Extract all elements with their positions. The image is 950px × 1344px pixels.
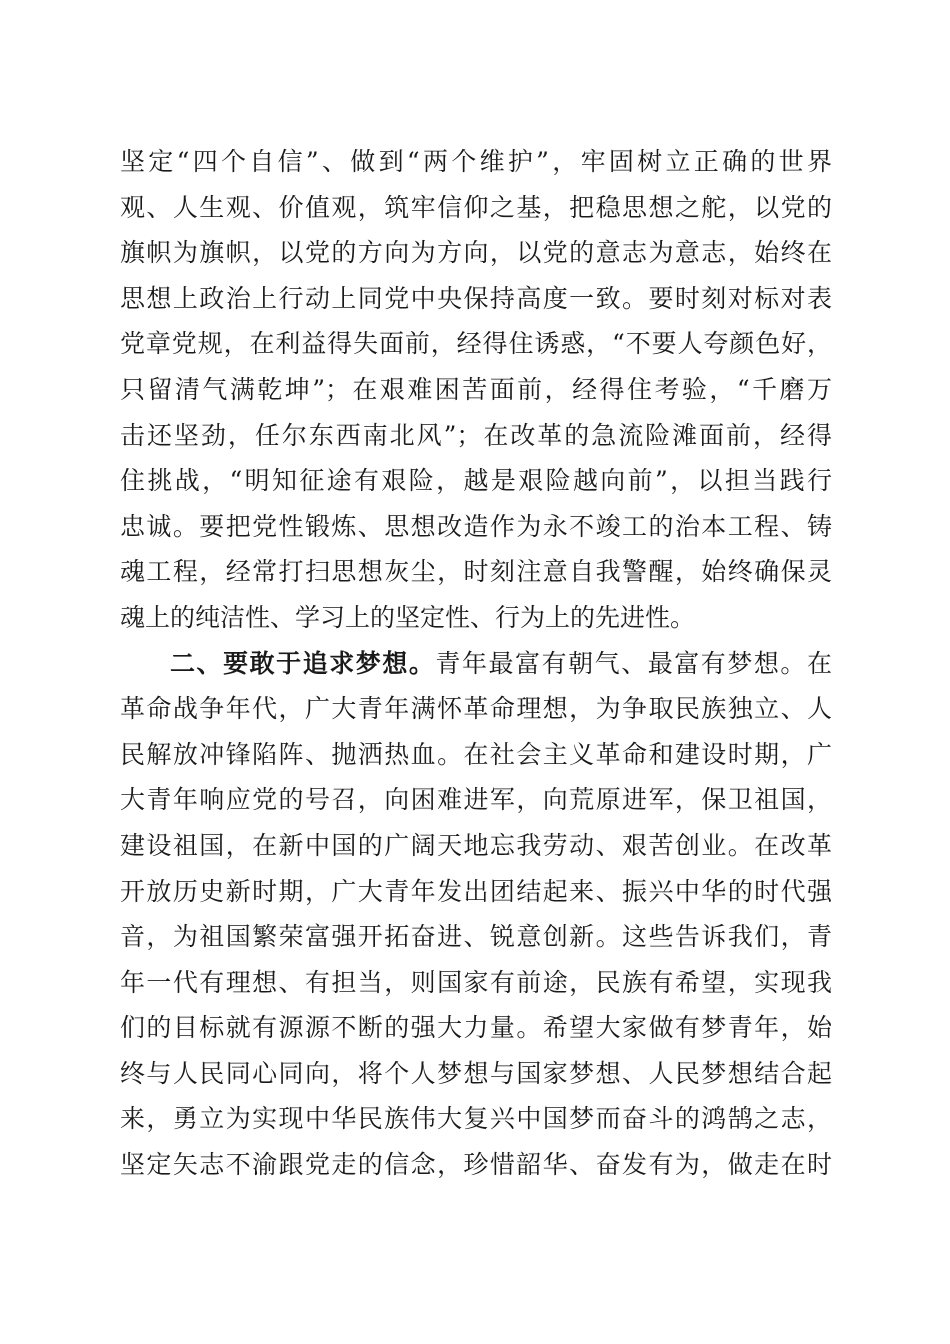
paragraph-1 <box>120 139 832 641</box>
text-line: 来，勇立为实现中华民族伟大复兴中国梦而奋斗的鸿鹄之志， <box>120 1104 832 1134</box>
text-line: 开放历史新时期，广大青年发出团结起来、振兴中华的时代强 <box>120 876 832 906</box>
text-line: 大青年响应党的号召，向困难进军，向荒原进军，保卫祖国， <box>120 785 832 815</box>
text-line: 击还坚劲，任尔东西南北风”；在改革的急流险滩面前，经得 <box>120 420 832 450</box>
text-line: 终与人民同心同向，将个人梦想与国家梦想、人民梦想结合起 <box>120 1058 832 1088</box>
text-line: 忠诚。要把党性锻炼、思想改造作为永不竣工的治本工程、铸 <box>120 511 832 541</box>
text-line: 革命战争年代，广大青年满怀革命理想，为争取民族独立、人 <box>120 694 832 724</box>
text-line: 民解放冲锋陷阵、抛洒热血。在社会主义革命和建设时期，广 <box>120 739 832 769</box>
text-line: 魂工程，经常打扫思想灰尘，时刻注意自我警醒，始终确保灵 <box>120 557 832 587</box>
text-line: 观、人生观、价值观，筑牢信仰之基，把稳思想之舵，以党的 <box>120 192 832 222</box>
text-line: 魂上的纯洁性、学习上的坚定性、行为上的先进性。 <box>120 602 696 632</box>
paragraph-2 <box>120 641 832 1188</box>
text-line: 们的目标就有源源不断的强大力量。希望大家做有梦青年，始 <box>120 1013 832 1043</box>
text-line-with-heading <box>120 641 832 687</box>
text-line: 音，为祖国繁荣富强开拓奋进、锐意创新。这些告诉我们，青 <box>120 922 832 952</box>
text-line: 思想上政治上行动上同党中央保持高度一致。要时刻对标对表 <box>120 283 832 313</box>
text-line: 建设祖国，在新中国的广阔天地忘我劳动、艰苦创业。在改革 <box>120 830 832 860</box>
heading-line-text: 青年最富有朝气、最富有梦想。在 <box>435 648 832 678</box>
document-body <box>120 139 832 1188</box>
text-line: 坚定“四个自信”、做到“两个维护”，牢固树立正确的世界 <box>120 147 832 176</box>
text-line: 只留清气满乾坤”；在艰难困苦面前，经得住考验，“千磨万 <box>120 374 832 404</box>
text-line: 坚定矢志不渝跟党走的信念，珍惜韶华、奋发有为，做走在时 <box>120 1150 832 1180</box>
text-line: 党章党规，在利益得失面前，经得住诱惑，“不要人夸颜色好， <box>120 329 832 359</box>
section-heading: 二、要敢于追求梦想。 <box>170 648 436 678</box>
text-line: 年一代有理想、有担当，则国家有前途，民族有希望，实现我 <box>120 967 832 997</box>
text-line: 住挑战，“明知征途有艰险，越是艰险越向前”，以担当践行 <box>120 466 832 496</box>
text-line: 旗帜为旗帜，以党的方向为方向，以党的意志为意志，始终在 <box>120 238 832 268</box>
